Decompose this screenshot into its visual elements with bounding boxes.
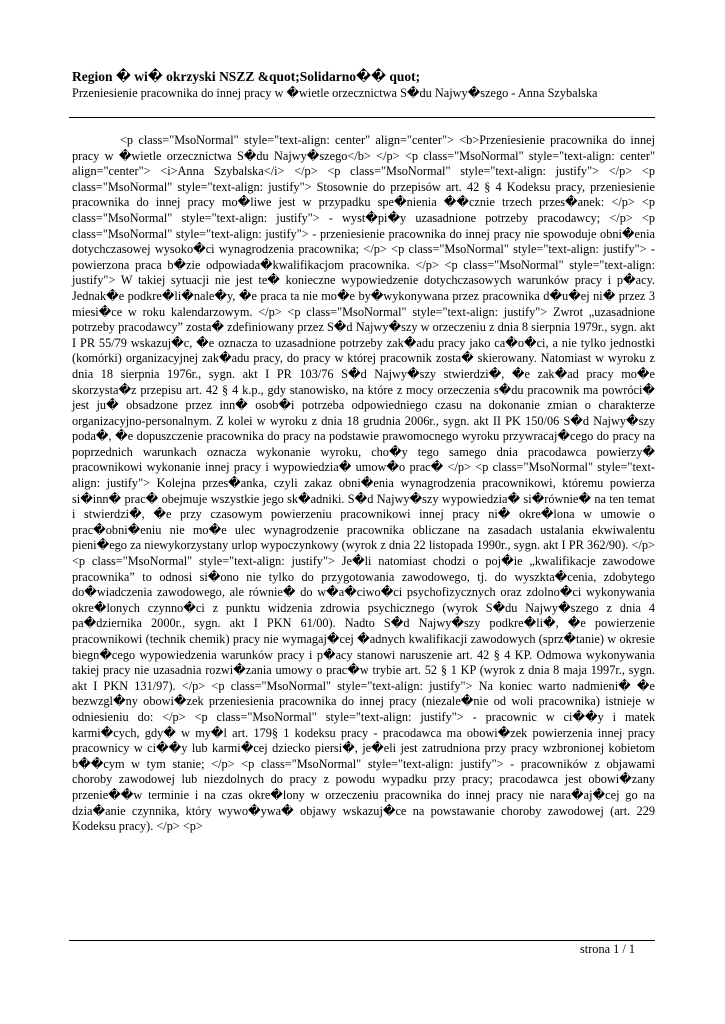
document-title: Region � wi� okrzyski NSZZ &quot;Solidarno�� quot; <box>72 69 421 84</box>
footer-divider <box>69 940 655 941</box>
document-body: <p class="MsoNormal" style="text-align: center" align="center"> <b>Przeniesienie pracownika do innej pracy w �wietle orzecznictwa S�du Najwy�szego</b> </p> <p class="MsoNormal" style="text-align: center" align="center"> <i>Anna Szybalska</i> </p> <p class="MsoNormal" style="text-align: justify"> </p> <p class="MsoNormal" style="text-align: justify"> Stosownie do przepisów art. 42 § 4 Kodeksu pracy, przeniesienie pracownika do innej pracy mo�liwe jest w przypadku spe�nienia ��cznie trzech przes�anek: </p> <p class="MsoNormal" style="text-align: justify"> - wyst�pi�y uzasadnione potrzeby pracodawcy; </p> <p class="MsoNormal" style="text-align: justify"> - przeniesienie pracownika do innej pracy nie spowoduje obni�enia dotychczasowej wysoko�ci wynagrodzenia pracownika; </p> <p class="MsoNormal" style="text-align: justify"> - powierzona praca b�zie odpowiada�kwalifikacjom pracownika. </p> <p class="MsoNormal" style="text-align: justify"> W takiej sytuacji nie jest te� konieczne wypowiedzenie dotychczasowych warunków pracy i p�acy. Jednak�e podkre�li�nale�y, �e praca ta nie mo�e by�wykonywana przez pracownika d�u�ej ni� przez 3 miesi�ce w roku kalendarzowym. </p> <p class="MsoNormal" style="text-align: justify"> Zwrot „uzasadnione potrzeby pracodawcy” zosta� zdefiniowany przez S�d Najwy�szy w orzeczeniu z dnia 8 sierpnia 1979r., sygn. akt I PR 55/79 wskazuj�c, �e oznacza to uzasadnione potrzeby zak�adu pracy jako ca�o�ci, a nie tylko jednostki (komórki) organizacyjnej zak�adu pracy, do pracy w której pracownik zosta� skierowany. Natomiast w wyroku z dnia 18 sierpnia 1976r., sygn. akt I PR 103/76 S�d Najwy�szy stwierdzi�, �e zak�ad pracy mo�e skorzysta�z przepisu art. 42 § 4 k.p., gdy stanowisko, na które z mocy orzeczenia s�du pracownik ma powróci� jest ju� obsadzone przez inn� osob�i potrzeba odpowiedniego czasu na dokonanie zmian o charakterze organizacyjno-personalnym. Z kolei w wyroku z dnia 18 grudnia 2006r., sygn. akt II PK 150/06 S�d Najwy�szy poda�, �e dopuszczenie pracownika do pracy na podstawie prawomocnego wyroku przywracaj�cego do pracy na poprzednich warunkach oznacza wykonanie wyroku, cho�y tego samego dnia pracodawca powierzy� pracownikowi wykonanie innej pracy i wypowiedzia� umow�o prac� </p> <p class="MsoNormal" style="text-align: justify"> Kolejna przes�anka, czyli zakaz obni�enia wynagrodzenia pracownikowi, któremu powierza si�inn� prac� obejmuje wszystkie jego sk�adniki. S�d Najwy�szy wypowiedzia� si�równie� na ten temat i stwierdzi�, �e przy czasowym powierzeniu pracownikowi innej pracy ni� okre�lona w umowie o prac�obni�eniu nie mo�e ulec wynagrodzenie pracownika obliczane na zasadach ustalania ekwiwalentu pieni�ego za niewykorzystany urlop wypoczynkowy (wyrok z dnia 22 listopada 1990r., sygn. akt I PR 362/90). </p> <p class="MsoNormal" style="text-align: justify"> Je�li natomiast chodzi o poj�ie „kwalifikacje zawodowe pracownika” to odnosi si�ono nie tylko do przygotowania zawodowego, tj. do wyszkta�cenia, zdobytego do�wiadczenia zawodowego, ale równie� do w�a�ciwo�ci psychofizycznych oraz zdolno�ci wykonywania okre�lonych czynno�ci z punktu widzenia zdrowia psychicznego (wyrok S�du Najwy�szego z dnia 4 pa�dziernika 2000r., sygn. akt I PKN 61/00). Nadto S�d Najwy�szy podkre�li�, �e powierzenie pracownikowi (technik chemik) pracy nie wymagaj�cej �adnych kwalifikacji zawodowych (sprz�tanie) w okresie biegn�cego wypowiedzenia warunków pracy i p�acy stanowi naruszenie art. 42 § 4 KP. Odmowa wykonywania takiej pracy nie uzasadnia rozwi�zania umowy o prac�w trybie art. 52 § 1 KP (wyrok z dnia 8 maja 1997r., sygn. akt I PKN 131/97). </p> <p class="MsoNormal" style="text-align: justify"> Na koniec warto nadmieni� �e bezwzgl�ny obowi�zek przeniesienia pracownika do innej pracy (niezale�nie od woli pracownika) istnieje w odniesieniu do: </p> <p class="MsoNormal" style="text-align: justify"> - pracownic w ci��y i matek karmi�cych, gdy� w my�l art. 179§ 1 kodeksu pracy - pracodawca ma obowi�zek powierzenia innej pracy pracownicy w ci��y lub karmi�cej dziecko piersi�, je�eli jest zatrudniona przy pracy wzbronionej kobietom b��cym w tym stanie; </p> <p class="MsoNormal" style="text-align: justify"> - pracowników z objawami choroby zawodowej lub niezdolnych do pracy z powodu wypadku przy pracy; pracodawca jest obowi�zany przenie��w terminie i na czas okre�lony w orzeczeniu pracownika do innej pracy nie nara�aj�cej go na dzia�anie czynnika, który wywo�ywa� objawy wskazuj�ce na powstawanie choroby zawodowej (art. 229 Kodeksu pracy). </p> <p> <box>72 133 655 834</box>
document-subtitle: Przeniesienie pracownika do innej pracy w �wietle orzecznictwa S�du Najwy�szego - Anna Szybalska <box>72 86 598 100</box>
page-number: strona 1 / 1 <box>580 942 635 956</box>
document-header <box>72 68 652 101</box>
header-divider <box>69 117 655 118</box>
